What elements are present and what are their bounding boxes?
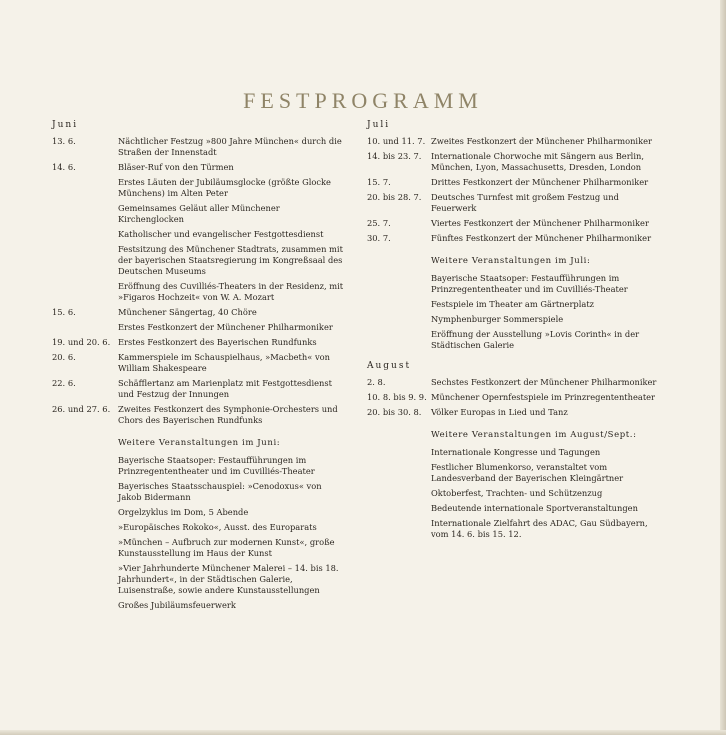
month-heading-june: Juni bbox=[52, 120, 79, 130]
entry-item: Festsitzung des Münchener Stadtrats, zusammen mit der bayerischen Staatsregierung im Kongreßsaal des Deutschen Museums bbox=[118, 244, 343, 276]
entry-item: Katholischer und evangelischer Festgottesdienst bbox=[118, 229, 324, 239]
month-heading-july: Juli bbox=[367, 120, 391, 130]
entry-item: Völker Europas in Lied und Tanz bbox=[431, 407, 568, 417]
right-column bbox=[367, 120, 657, 544]
entry-item: Münchener Opernfestspiele im Prinzregententheater bbox=[431, 392, 656, 402]
event-item: Bedeutende internationale Sportveranstaltungen bbox=[431, 503, 638, 513]
entry-item: Nächtlicher Festzug »800 Jahre München« durch die Straßen der Innenstadt bbox=[118, 136, 342, 157]
program-entry bbox=[52, 378, 344, 400]
entry-date: 20. bis 28. 7. bbox=[367, 192, 422, 202]
program-entry bbox=[367, 233, 657, 244]
event-item: Großes Jubiläumsfeuerwerk bbox=[118, 600, 236, 610]
event-item: Internationale Zielfahrt des ADAC, Gau Südbayern, vom 14. 6. bis 15. 12. bbox=[431, 518, 648, 539]
event-item: Eröffnung der Ausstellung »Lovis Corinth« in der Städtischen Galerie bbox=[431, 329, 640, 350]
entry-item: Erstes Läuten der Jubiläumsglocke (größte Glocke Münchens) im Alten Peter bbox=[118, 177, 331, 198]
entry-item: Erstes Festkonzert der Münchener Philharmoniker bbox=[118, 322, 333, 332]
further-events-july bbox=[431, 273, 657, 351]
event-item: Bayerische Staatsoper: Festaufführungen im Prinzregententheater und im Cuvilliés-Theater bbox=[118, 455, 315, 476]
entry-item: Zweites Festkonzert der Münchener Philharmoniker bbox=[431, 136, 652, 146]
entry-item: Gemeinsames Geläut aller Münchener Kirchenglocken bbox=[118, 203, 280, 224]
program-entry bbox=[52, 337, 344, 348]
entry-date: 15. 6. bbox=[52, 307, 76, 317]
entry-item: Schäfflertanz am Marienplatz mit Festgottesdienst und Festzug der Innungen bbox=[118, 378, 332, 399]
event-item: Festspiele im Theater am Gärtnerplatz bbox=[431, 299, 595, 309]
event-item: Orgelzyklus im Dom, 5 Abende bbox=[118, 507, 249, 517]
entry-item: Internationale Chorwoche mit Sängern aus Berlin, München, Lyon, Massachusetts, Dresden, London bbox=[431, 151, 644, 172]
entry-date: 10. und 11. 7. bbox=[367, 136, 426, 146]
entry-item: Erstes Festkonzert des Bayerischen Rundfunks bbox=[118, 337, 317, 347]
entry-date: 22. 6. bbox=[52, 378, 76, 388]
event-item: Oktoberfest, Trachten- und Schützenzug bbox=[431, 488, 603, 498]
entry-item: Viertes Festkonzert der Münchener Philharmoniker bbox=[431, 218, 649, 228]
page-title: FESTPROGRAMM bbox=[243, 88, 483, 113]
program-entry bbox=[52, 162, 344, 303]
program-entry bbox=[367, 377, 657, 388]
program-entry bbox=[52, 352, 344, 374]
further-events-june bbox=[118, 455, 344, 611]
program-entry bbox=[367, 407, 657, 418]
program-entry bbox=[52, 404, 344, 426]
entry-date: 15. 7. bbox=[367, 177, 391, 187]
event-item: Festlicher Blumenkorso, veranstaltet vom Landesverband der Bayerischen Kleingärtner bbox=[431, 462, 624, 483]
left-column bbox=[52, 120, 344, 615]
entry-item: Kammerspiele im Schauspielhaus, »Macbeth« von William Shakespeare bbox=[118, 352, 330, 373]
entry-date: 10. 8. bis 9. 9. bbox=[367, 392, 427, 402]
entry-date: 26. und 27. 6. bbox=[52, 404, 111, 414]
entry-date: 25. 7. bbox=[367, 218, 391, 228]
event-item: »Vier Jahrhunderte Münchener Malerei – 14. bis 18. Jahrhundert«, in der Städtischen Galerie, Luisenstraße, sowie andere Kunstausstellungen bbox=[118, 563, 339, 595]
entry-date: 20. bis 30. 8. bbox=[367, 407, 422, 417]
page-edge-bottom bbox=[0, 730, 726, 735]
section-heading-june: Weitere Veranstaltungen im Juni: bbox=[118, 438, 281, 448]
entry-item: Bläser-Ruf von den Türmen bbox=[118, 162, 234, 172]
program-entry bbox=[367, 218, 657, 229]
month-heading-august: August bbox=[367, 361, 412, 371]
event-item: Nymphenburger Sommerspiele bbox=[431, 314, 564, 324]
entry-date: 20. 6. bbox=[52, 352, 76, 362]
entry-date: 13. 6. bbox=[52, 136, 76, 146]
program-entry bbox=[52, 136, 344, 158]
entry-item: Deutsches Turnfest mit großem Festzug und Feuerwerk bbox=[431, 192, 619, 213]
event-item: »Europäisches Rokoko«, Ausst. des Europarats bbox=[118, 522, 317, 532]
event-item: Bayerisches Staatsschauspiel: »Cenodoxus« von Jakob Bidermann bbox=[118, 481, 322, 502]
further-events-august-september bbox=[431, 447, 657, 540]
event-item: »München – Aufbruch zur modernen Kunst«, große Kunstausstellung im Haus der Kunst bbox=[118, 537, 335, 558]
entry-date: 2. 8. bbox=[367, 377, 386, 387]
program-entry bbox=[367, 177, 657, 188]
entry-item: Drittes Festkonzert der Münchener Philharmoniker bbox=[431, 177, 649, 187]
program-entry bbox=[367, 151, 657, 173]
section-heading-july: Weitere Veranstaltungen im Juli: bbox=[431, 256, 591, 266]
entry-item: Fünftes Festkonzert der Münchener Philharmoniker bbox=[431, 233, 652, 243]
entry-item: Eröffnung des Cuvilliés-Theaters in der Residenz, mit »Figaros Hochzeit« von W. A. Mozart bbox=[118, 281, 344, 302]
event-item: Bayerische Staatsoper: Festaufführungen im Prinzregententheater und im Cuvilliés-Theater bbox=[431, 273, 628, 294]
event-item: Internationale Kongresse und Tagungen bbox=[431, 447, 601, 457]
program-entry bbox=[367, 136, 657, 147]
entry-item: Zweites Festkonzert des Symphonie-Orchesters und Chors des Bayerischen Rundfunks bbox=[118, 404, 338, 425]
section-heading-august-september: Weitere Veranstaltungen im August/Sept.: bbox=[431, 430, 637, 440]
entry-item: Münchener Sängertag, 40 Chöre bbox=[118, 307, 257, 317]
program-entry bbox=[367, 392, 657, 403]
entry-date: 14. bis 23. 7. bbox=[367, 151, 422, 161]
entry-date: 14. 6. bbox=[52, 162, 76, 172]
entry-item: Sechstes Festkonzert der Münchener Philharmoniker bbox=[431, 377, 657, 387]
program-entry bbox=[52, 307, 344, 333]
entry-date: 30. 7. bbox=[367, 233, 391, 243]
program-entry bbox=[367, 192, 657, 214]
entry-date: 19. und 20. 6. bbox=[52, 337, 111, 347]
